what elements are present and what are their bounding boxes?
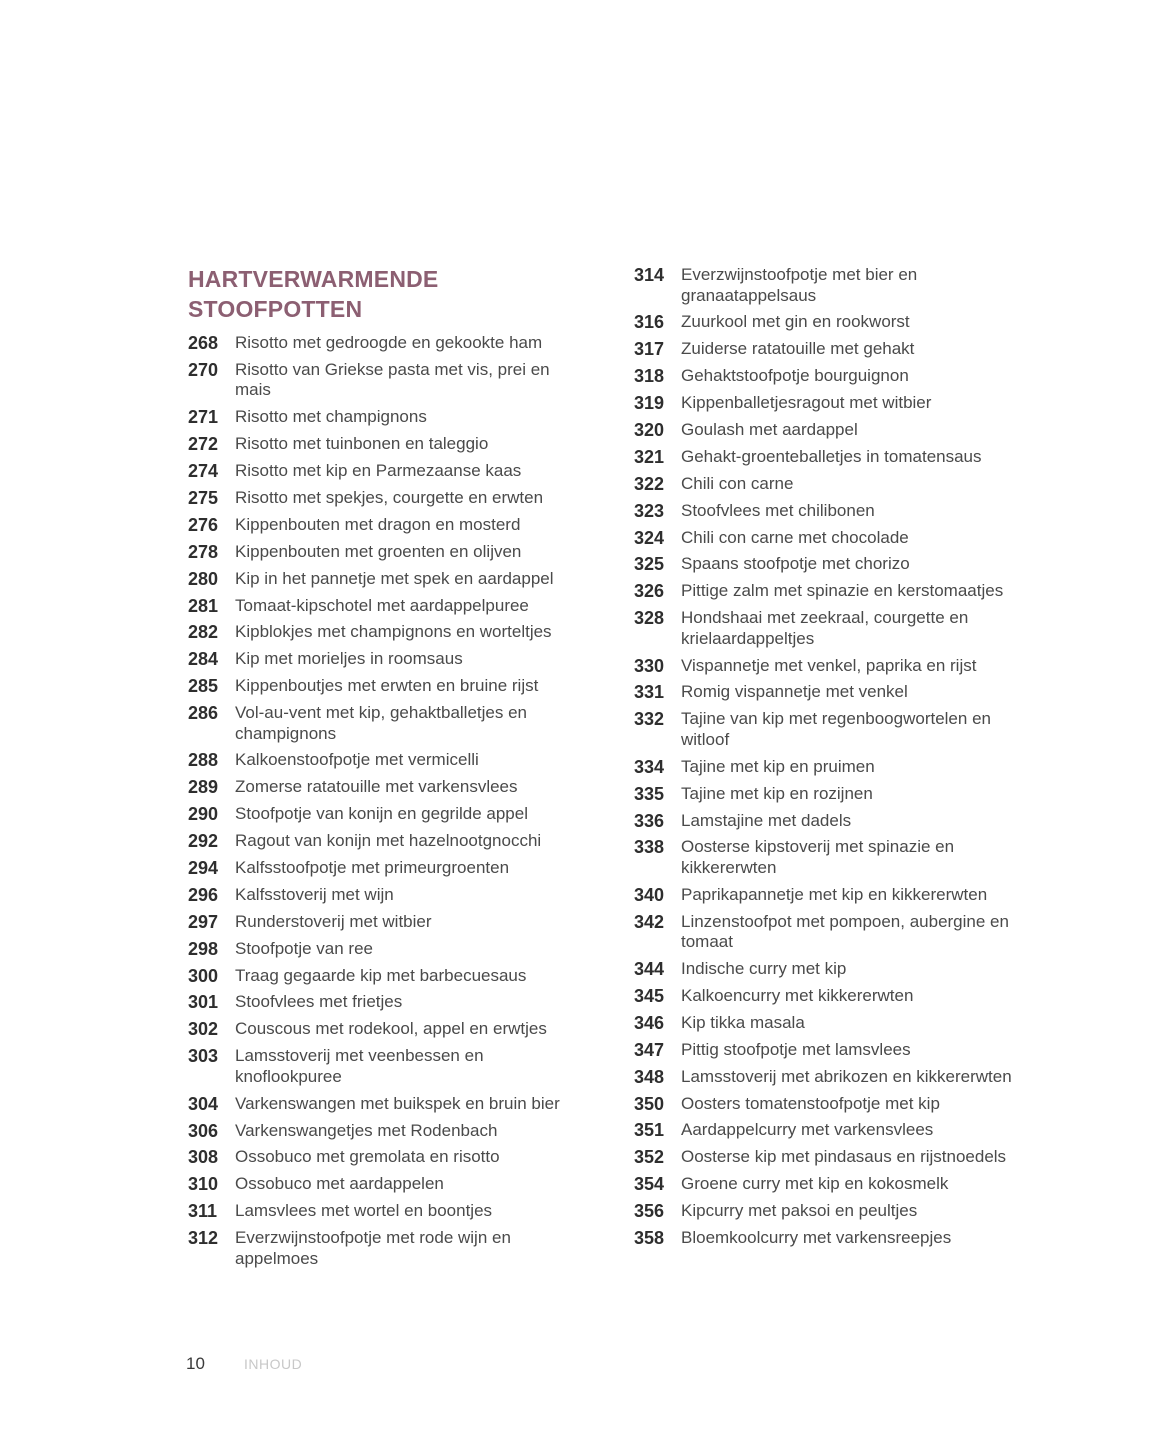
toc-entry-page: 342 [634,911,665,932]
page-number: 10 [186,1354,205,1373]
toc-entry-page: 331 [634,682,665,703]
toc-entry-title: Bloemkoolcurry met varkensreepjes [681,1228,952,1247]
toc-entry-title: Pittig stoofpotje met lamsvlees [681,1039,911,1059]
toc-entry[interactable] [188,804,588,825]
toc-entry[interactable] [188,750,588,771]
toc-entry[interactable] [188,939,588,960]
toc-entry-page: 272 [188,434,219,455]
toc-entry-title: Ragout van konijn met hazelnootgnocchi [235,831,542,851]
toc-entry[interactable] [634,339,1029,360]
toc-entry-page: 336 [634,810,665,831]
toc-entry[interactable] [188,966,588,987]
toc-entry[interactable] [188,596,588,617]
toc-entry[interactable] [634,656,1029,677]
toc-entry-title: Paprikapannetje met kip en kikkererwten [681,884,988,904]
toc-entry-page: 308 [188,1147,219,1168]
toc-entry-page: 317 [634,339,665,360]
toc-entry-title: Linzenstoofpot met pompoen, aubergine en tomaat [681,911,1009,952]
toc-entry[interactable] [634,265,1029,306]
section-heading-line2: STOOFPOTTEN [188,296,363,322]
toc-entry-page: 347 [634,1039,665,1060]
toc-entry[interactable] [188,885,588,906]
toc-entry-page: 271 [188,407,219,428]
toc-entry-title: Vispannetje met venkel, paprika en rijst [681,655,977,675]
toc-entry-page: 270 [188,359,219,380]
toc-entry[interactable] [634,528,1029,549]
toc-entry[interactable] [634,784,1029,805]
toc-entry-page: 292 [188,831,219,852]
toc-entry-title: Pittige zalm met spinazie en kerstomaatjes [681,581,1004,601]
toc-entry[interactable] [634,1228,1029,1249]
toc-entry-title: Couscous met rodekool, appel en erwtjes [235,1019,547,1039]
toc-entry-page: 334 [634,756,665,777]
toc-entry-title: Kalkoenstoofpotje met vermicelli [235,750,479,770]
toc-entry-page: 288 [188,750,219,771]
toc-entry[interactable] [634,581,1029,602]
toc-entry-title: Varkenswangen met buikspek en bruin bier [235,1093,560,1113]
toc-entry-page: 310 [188,1174,219,1195]
toc-entry[interactable] [634,1120,1029,1141]
toc-entry-page: 274 [188,461,219,482]
toc-entry-page: 268 [188,333,219,353]
toc-entry-page: 351 [634,1120,665,1141]
toc-entry[interactable] [634,1147,1029,1168]
toc-entry[interactable] [634,811,1029,832]
toc-entry-title: Kalkoencurry met kikkererwten [681,985,914,1005]
toc-entry-title: Zuiderse ratatouille met gehakt [681,339,915,359]
toc-entry[interactable] [188,515,588,536]
toc-entry-title: Gehaktstoofpotje bourguignon [681,366,909,386]
toc-entry-page: 340 [634,884,665,905]
toc-entry-title: Chili con carne met chocolade [681,527,909,547]
toc-entry-title: Stoofvlees met frietjes [235,992,403,1012]
toc-entry-title: Hondshaai met zeekraal, courgette en krielaardappeltjes [681,608,969,648]
toc-entry-page: 352 [634,1147,665,1168]
toc-entry-title: Zomerse ratatouille met varkensvlees [235,777,518,797]
toc-entry[interactable] [634,501,1029,522]
toc-entry-title: Kip tikka masala [681,1012,805,1032]
toc-entry-title: Lamsstoverij met abrikozen en kikkererwten [681,1066,1012,1086]
toc-entry[interactable] [188,569,588,590]
toc-entry-title: Kipcurry met paksoi en peultjes [681,1201,918,1221]
toc-entry-page: 356 [634,1201,665,1222]
toc-entry[interactable] [188,831,588,852]
toc-entry-page: 275 [188,487,219,508]
toc-entry[interactable] [188,649,588,670]
toc-entry-title: Ossobuco met gremolata en risotto [235,1147,500,1167]
toc-entry-page: 298 [188,938,219,959]
toc-entry[interactable] [634,312,1029,333]
toc-entry-page: 285 [188,676,219,697]
toc-entry[interactable] [634,1174,1029,1195]
toc-entry[interactable] [634,986,1029,1007]
toc-entry[interactable] [634,366,1029,387]
toc-entry-page: 346 [634,1012,665,1033]
toc-entry-page: 302 [188,1019,219,1040]
toc-entry-title: Vol-au-vent met kip, gehaktballetjes en champignons [235,703,528,743]
toc-entry[interactable] [634,959,1029,980]
toc-entry[interactable] [634,554,1029,575]
toc-entry-title: Kippenbouten met dragon en mosterd [235,514,521,534]
toc-entry-title: Chili con carne [681,473,794,493]
toc-entry[interactable] [188,333,588,354]
toc-entry-title: Goulash met aardappel [681,419,858,439]
toc-entry-title: Tajine van kip met regenboogwortelen en witloof [681,709,991,749]
toc-right-column [634,265,1029,1255]
toc-entry-page: 312 [188,1228,219,1249]
toc-entry[interactable] [188,676,588,697]
toc-entry[interactable] [188,1046,588,1087]
toc-entry-page: 345 [634,985,665,1006]
toc-entry-page: 354 [634,1174,665,1195]
toc-entry[interactable] [634,1067,1029,1088]
toc-entry-page: 297 [188,911,219,932]
toc-entry-page: 289 [188,777,219,798]
toc-entry-title: Oosterse kipstoverij met spinazie en kikkererwten [681,837,955,877]
toc-entry-page: 290 [188,804,219,825]
toc-entry[interactable] [188,360,588,401]
toc-entry-page: 318 [634,366,665,387]
page-footer [186,1354,302,1374]
toc-entry-page: 303 [188,1046,219,1067]
toc-entry-page: 281 [188,595,219,616]
toc-entry-page: 294 [188,858,219,879]
toc-entry-page: 326 [634,581,665,602]
toc-entry[interactable] [188,622,588,643]
toc-entry-title: Traag gegaarde kip met barbecuesaus [235,965,527,985]
toc-entry[interactable] [634,1094,1029,1115]
toc-entry[interactable] [634,393,1029,414]
toc-entry-title: Risotto van Griekse pasta met vis, prei en mais [235,359,550,400]
toc-entry-title: Kipblokjes met champignons en worteltjes [235,622,552,642]
toc-entry-title: Aardappelcurry met varkensvlees [681,1120,934,1140]
running-section-label: INHOUD [244,1356,303,1372]
toc-entry[interactable] [634,474,1029,495]
toc-entry-title: Kip in het pannetje met spek en aardappel [235,568,554,588]
toc-entry-title: Ossobuco met aardappelen [235,1174,444,1194]
toc-entry-page: 328 [634,608,665,629]
toc-entry[interactable] [188,703,588,744]
toc-entry-title: Risotto met tuinbonen en taleggio [235,434,489,454]
toc-entry[interactable] [188,1228,588,1269]
toc-entry-title: Groene curry met kip en kokosmelk [681,1174,949,1194]
toc-entry-title: Runderstoverij met witbier [235,911,432,931]
toc-entry-page: 306 [188,1120,219,1141]
toc-entry-title: Tajine met kip en pruimen [681,756,875,776]
toc-entry-title: Lamsstoverij met veenbessen en knoflookpuree [235,1046,484,1086]
toc-entry-page: 296 [188,884,219,905]
toc-entry-title: Gehakt-groenteballetjes in tomatensaus [681,446,982,466]
toc-entry-page: 335 [634,783,665,804]
toc-entry-page: 314 [634,265,665,285]
toc-entry-page: 280 [188,568,219,589]
toc-entry-page: 338 [634,837,665,858]
toc-entry-title: Oosterse kip met pindasaus en rijstnoedels [681,1147,1007,1167]
toc-entry-page: 278 [188,541,219,562]
toc-entry-title: Lamstajine met dadels [681,810,852,830]
toc-entry[interactable] [634,1201,1029,1222]
toc-entry-title: Kip met morieljes in roomsaus [235,649,463,669]
toc-entry-page: 304 [188,1093,219,1114]
toc-entry-page: 330 [634,655,665,676]
toc-entry-page: 324 [634,527,665,548]
toc-entry-page: 358 [634,1228,665,1248]
toc-entry-title: Romig vispannetje met venkel [681,682,908,702]
toc-entry-page: 282 [188,622,219,643]
toc-entry[interactable] [188,912,588,933]
toc-entry[interactable] [188,1121,588,1142]
toc-entry-title: Varkenswangetjes met Rodenbach [235,1120,498,1140]
toc-entry-title: Kalfsstoofpotje met primeurgroenten [235,858,510,878]
toc-entry-page: 319 [634,393,665,414]
toc-entry-page: 325 [634,554,665,575]
toc-entry-title: Risotto met spekjes, courgette en erwten [235,487,544,507]
toc-entry[interactable] [634,885,1029,906]
toc-entry[interactable] [634,682,1029,703]
toc-entry-title: Risotto met champignons [235,407,427,427]
toc-entry-page: 276 [188,514,219,535]
toc-entry-title: Stoofvlees met chilibonen [681,500,875,520]
toc-entry-page: 300 [188,965,219,986]
toc-entry-title: Zuurkool met gin en rookworst [681,312,910,332]
toc-entry-title: Kippenboutjes met erwten en bruine rijst [235,676,539,696]
toc-entry[interactable] [188,434,588,455]
section-heading-line1: HARTVERWARMENDE [188,266,439,292]
toc-entry-page: 286 [188,703,219,724]
toc-entry[interactable] [188,488,588,509]
toc-entry-title: Tomaat-kipschotel met aardappelpuree [235,595,529,615]
toc-entry[interactable] [634,420,1029,441]
toc-entry-title: Tajine met kip en rozijnen [681,783,873,803]
toc-left-column [188,333,588,1276]
toc-entry-page: 350 [634,1093,665,1114]
toc-entry[interactable] [188,1174,588,1195]
toc-entry[interactable] [634,912,1029,953]
toc-entry[interactable] [188,407,588,428]
toc-entry-title: Risotto met kip en Parmezaanse kaas [235,461,522,481]
toc-entry-page: 321 [634,446,665,467]
toc-entry[interactable] [188,1019,588,1040]
toc-entry-page: 322 [634,473,665,494]
toc-entry[interactable] [188,1094,588,1115]
toc-entry-title: Oosters tomatenstoofpotje met kip [681,1093,940,1113]
toc-entry[interactable] [188,777,588,798]
toc-entry-page: 316 [634,312,665,333]
toc-entry-title: Kalfsstoverij met wijn [235,884,394,904]
section-heading [188,264,588,324]
toc-entry-page: 301 [188,992,219,1013]
toc-entry-page: 344 [634,959,665,980]
toc-entry[interactable] [634,709,1029,750]
toc-entry-title: Everzwijnstoofpotje met rode wijn en appelmoes [235,1228,511,1268]
toc-entry[interactable] [188,461,588,482]
toc-entry-page: 284 [188,649,219,670]
toc-entry[interactable] [188,1201,588,1222]
toc-entry-title: Kippenbouten met groenten en olijven [235,541,522,561]
toc-entry-page: 332 [634,709,665,730]
toc-entry[interactable] [634,1013,1029,1034]
toc-entry-title: Stoofpotje van konijn en gegrilde appel [235,804,528,824]
toc-entry[interactable] [188,542,588,563]
toc-entry[interactable] [634,1040,1029,1061]
toc-entry-page: 348 [634,1066,665,1087]
toc-entry[interactable] [634,447,1029,468]
toc-entry-page: 320 [634,419,665,440]
toc-entry-title: Lamsvlees met wortel en boontjes [235,1201,493,1221]
toc-entry-page: 311 [188,1201,218,1222]
toc-entry-title: Kippenballetjesragout met witbier [681,393,932,413]
toc-entry[interactable] [188,992,588,1013]
toc-entry[interactable] [634,837,1029,878]
toc-entry[interactable] [634,757,1029,778]
toc-entry-title: Spaans stoofpotje met chorizo [681,554,910,574]
toc-entry[interactable] [634,608,1029,649]
toc-entry[interactable] [188,1147,588,1168]
toc-entry-title: Everzwijnstoofpotje met bier en granaatappelsaus [681,265,918,305]
toc-entry-title: Risotto met gedroogde en gekookte ham [235,333,543,352]
toc-entry-page: 323 [634,500,665,521]
toc-entry[interactable] [188,858,588,879]
toc-entry-title: Stoofpotje van ree [235,938,373,958]
toc-entry-title: Indische curry met kip [681,959,847,979]
